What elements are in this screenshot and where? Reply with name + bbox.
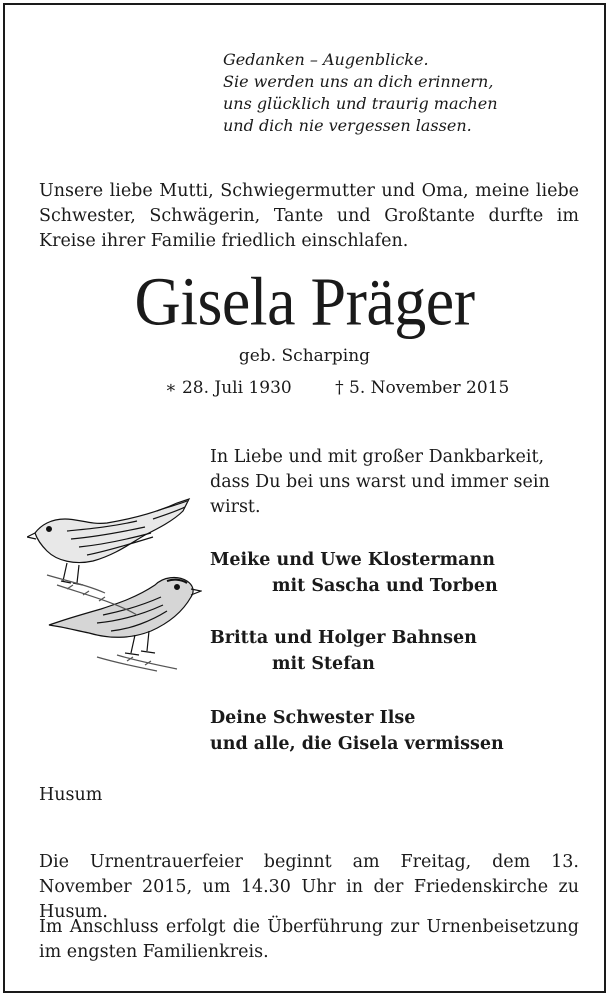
signature-block	[210, 625, 477, 677]
birds-illustration-icon	[27, 485, 202, 675]
signature-line: und alle, die Gisela vermissen	[210, 734, 504, 754]
signature-block	[210, 705, 504, 757]
signature-line: Deine Schwester Ilse	[210, 708, 416, 728]
birth-date: ∗ 28. Juli 1930	[165, 378, 292, 398]
poem-line: Sie werden uns an dich erinnern,	[223, 72, 494, 91]
poem-line: uns glücklich und traurig machen	[223, 94, 498, 113]
signature-line: Britta und Holger Bahnsen	[210, 628, 477, 648]
transfer-notice: Im Anschluss erfolgt die Überführung zur Urnenbeisetzung im engsten Familienkreis.	[39, 917, 579, 962]
poem	[223, 49, 523, 137]
deceased-name: Gisela Präger	[134, 263, 475, 340]
ceremony-notice: Die Urnentrauerfeier beginnt am Freitag, dem 13. November 2015, um 14.30 Uhr in der Friedenskirche zu Husum.	[39, 852, 579, 922]
birth-name: geb. Scharping	[238, 346, 371, 366]
obituary-notice	[3, 3, 606, 993]
poem-line: und dich nie vergessen lassen.	[223, 116, 472, 135]
gratitude-text: In Liebe und mit großer Dankbarkeit, dass Du bei uns warst und immer sein wirst.	[210, 447, 550, 517]
signature-block	[210, 547, 498, 599]
life-dates	[165, 376, 525, 400]
intro-text: Unsere liebe Mutti, Schwiegermutter und Oma, meine liebe Schwester, Schwägerin, Tante und Großtante durfte im Kreise ihrer Familie friedlich einschlafen.	[39, 181, 579, 251]
signature-line: mit Sascha und Torben	[272, 576, 498, 596]
signature-line: Meike und Uwe Klostermann	[210, 550, 495, 570]
death-date: † 5. November 2015	[335, 378, 510, 398]
poem-line: Gedanken – Augenblicke.	[223, 50, 429, 69]
place-name: Husum	[39, 785, 103, 805]
signature-line: mit Stefan	[272, 654, 375, 674]
